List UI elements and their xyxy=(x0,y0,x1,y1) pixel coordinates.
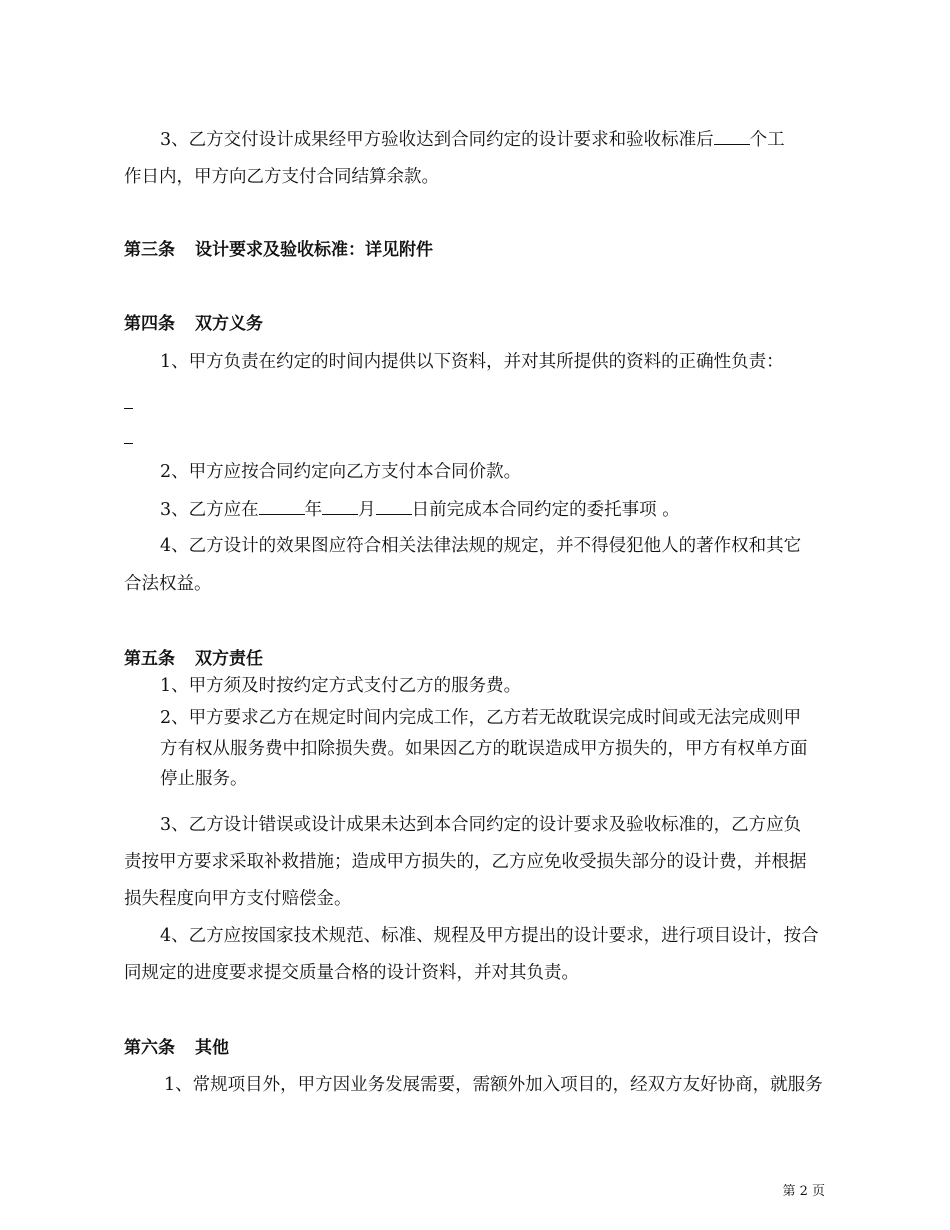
clause5-heading: 第五条 双方责任 xyxy=(124,649,263,669)
clause4-item4-line1: 4、乙方设计的效果图应符合相关法律法规的规定，并不得侵犯他人的著作权和其它 xyxy=(160,536,802,556)
clause6-item1-line1: 1、常规项目外，甲方因业务发展需要，需额外加入项目的，经双方友好协商，就服务 xyxy=(164,1075,823,1095)
clause5-item3-line3: 损失程度向甲方支付赔偿金。 xyxy=(124,889,352,909)
blank-line-1 xyxy=(124,408,133,409)
clause6-heading: 第六条 其他 xyxy=(124,1038,229,1058)
blank-year xyxy=(259,498,305,515)
clause5-item2-line3: 停止服务。 xyxy=(160,769,248,789)
clause4-item3: 3、乙方应在 年 月 日前完成本合同约定的委托事项 。 xyxy=(160,500,680,520)
clause5-item1: 1、甲方须及时按约定方式支付乙方的服务费。 xyxy=(160,676,522,696)
clause5-item4-line1: 4、乙方应按国家技术规范、标准、规程及甲方提出的设计要求，进行项目设计，按合 xyxy=(160,926,819,946)
clause4-item4-line2: 合法权益。 xyxy=(124,574,212,594)
clause5-item2-line2: 方有权从服务费中扣除损失费。如果因乙方的耽误造成甲方损失的，甲方有权单方面 xyxy=(160,739,808,759)
clause5-item4-line2: 同规定的进度要求提交质量合格的设计资料，并对其负责。 xyxy=(124,963,579,983)
clause4-heading: 第四条 双方义务 xyxy=(124,314,263,334)
blank-line-2 xyxy=(124,443,133,444)
clause4-item1: 1、甲方负责在约定的时间内提供以下资料，并对其所提供的资料的正确性负责： xyxy=(160,352,784,372)
clause4-item2: 2、甲方应按合同约定向乙方支付本合同价款。 xyxy=(160,462,522,482)
clause5-item3-line1: 3、乙方设计错误或设计成果未达到本合同约定的设计要求及验收标准的，乙方应负 xyxy=(160,815,802,835)
page-number: 第 2 页 xyxy=(782,1184,825,1199)
clause2-item3-line1: 3、乙方交付设计成果经甲方验收达到合同约定的设计要求和验收标准后 个工 xyxy=(160,130,785,150)
blank-day xyxy=(376,498,412,515)
clause3-heading: 第三条 设计要求及验收标准：详见附件 xyxy=(124,240,433,260)
blank-days xyxy=(714,128,750,145)
blank-month xyxy=(322,498,358,515)
clause5-item2-line1: 2、甲方要求乙方在规定时间内完成工作，乙方若无故耽误完成时间或无法完成则甲 xyxy=(160,708,802,728)
clause5-item3-line2: 责按甲方要求采取补救措施；造成甲方损失的，乙方应免收受损失部分的设计费，并根据 xyxy=(124,852,807,872)
clause2-item3-line2: 作日内，甲方向乙方支付合同结算余款。 xyxy=(124,167,439,187)
